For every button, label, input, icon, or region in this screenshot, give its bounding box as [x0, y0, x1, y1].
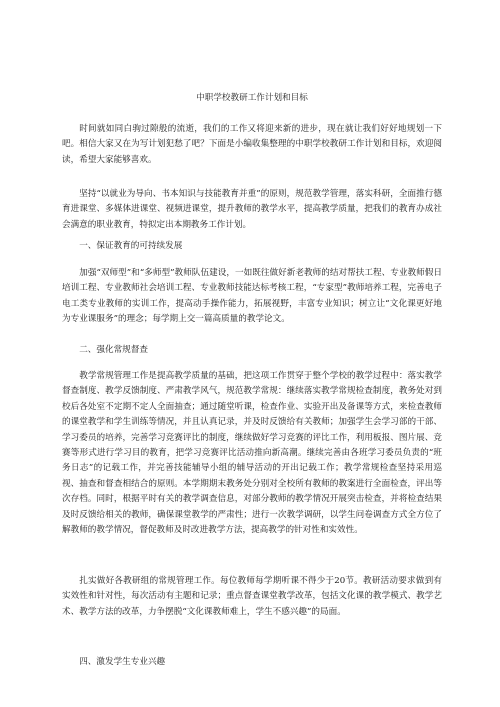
- section-heading-routine-supervision: 二、强化常规督查: [79, 345, 148, 355]
- document-title: 中职学校教研工作计划和目标: [196, 93, 308, 103]
- section-heading-student-interest: 四、激发学生专业兴趣: [79, 657, 166, 667]
- section-heading-sustainable-development: 一、保证教育的可持续发展: [79, 241, 183, 251]
- principle-paragraph: 坚持“以就业为导向、书本知识与技能教育并重”的原则，规范教学管理，落实科研，全面推行德育进课堂、多媒体进课堂、视频进课堂，提升教师的教学水平，提高教学质量，把我们的教育办成社会满意的职业教育，特拟定出本期教务工作计划。: [62, 189, 442, 230]
- intro-paragraph: 时间就如同白驹过隙般的流逝，我们的工作又将迎来新的进步，现在就让我们好好地规划一下吧。相信大家又在为写计划犯愁了吧？下面是小编收集整理的中职学校教研工作计划和目标，欢迎阅读，希望大家能够喜欢。: [62, 124, 442, 165]
- section3-body-paragraph: 扎实做好各教研组的常规管理工作。每位教师每学期听课不得少于20节。教研活动要求做到有实效性和针对性，每次活动有主题和记录；重点督查课堂教学改革，包括文化课的教学模式、教学艺术、教学方法的改革，力争摆脱“文化课教师难上，学生不感兴趣”的局面。: [62, 576, 442, 617]
- section2-body-paragraph: 教学常规管理工作是提高教学质量的基础，把这项工作贯穿于整个学校的教学过程中：落实教学督查制度、教学反馈制度、严肃教学风气，规范教学常规：继续落实教学常规检查制度，教务处对到校后各处室不定期不定人全面抽查；通过随堂听课，检查作业、实验开出及备课等方式，来检查教师的课堂教学和学生训练等情况，并且认真记录，并及时反馈给有关教师；加强学生会学习部的干部、学习委员的培养，完善学习竞赛评比的制度，继续做好学习竞赛的评比工作，利用板报、图片展、竞赛等形式进行学习目的教育，把学习竞赛评比活动推向新高潮。继续完善由各班学习委员负责的“班务日志”的记载工作，并完善技能辅导小组的辅导活动的开出记载工作；教学常规检查坚持采用巡视、抽查和督查相结合的原则。本学期期末教务处分别对全校所有教师的教案进行全面检查，评出等次存档。同时，根据平时有关的教学调查信息，对部分教师的教学情况开展突击检查，并将检查结果及时反馈给相关的教师，确保课堂教学的严肃性；进行一次教学调研，以学生问卷调查方式全方位了解教师的教学情况，督促教师及时改进教学方法，提高教学的针对性和实效性。: [62, 371, 442, 536]
- section1-body-paragraph: 加强“双师型”和“多师型”教师队伍建设，一如既往做好新老教师的结对帮扶工程、专业教师假日培训工程、专业教师社会培训工程、专业教师技能达标考核工程，“专家型”教师培养工程，完善电子电工类专业教师的实训工作，提高动手操作能力，拓展视野，丰富专业知识；树立让“文化课更好地为专业课服务”的理念；每学期上交一篇高质量的教学论文。: [62, 268, 442, 325]
